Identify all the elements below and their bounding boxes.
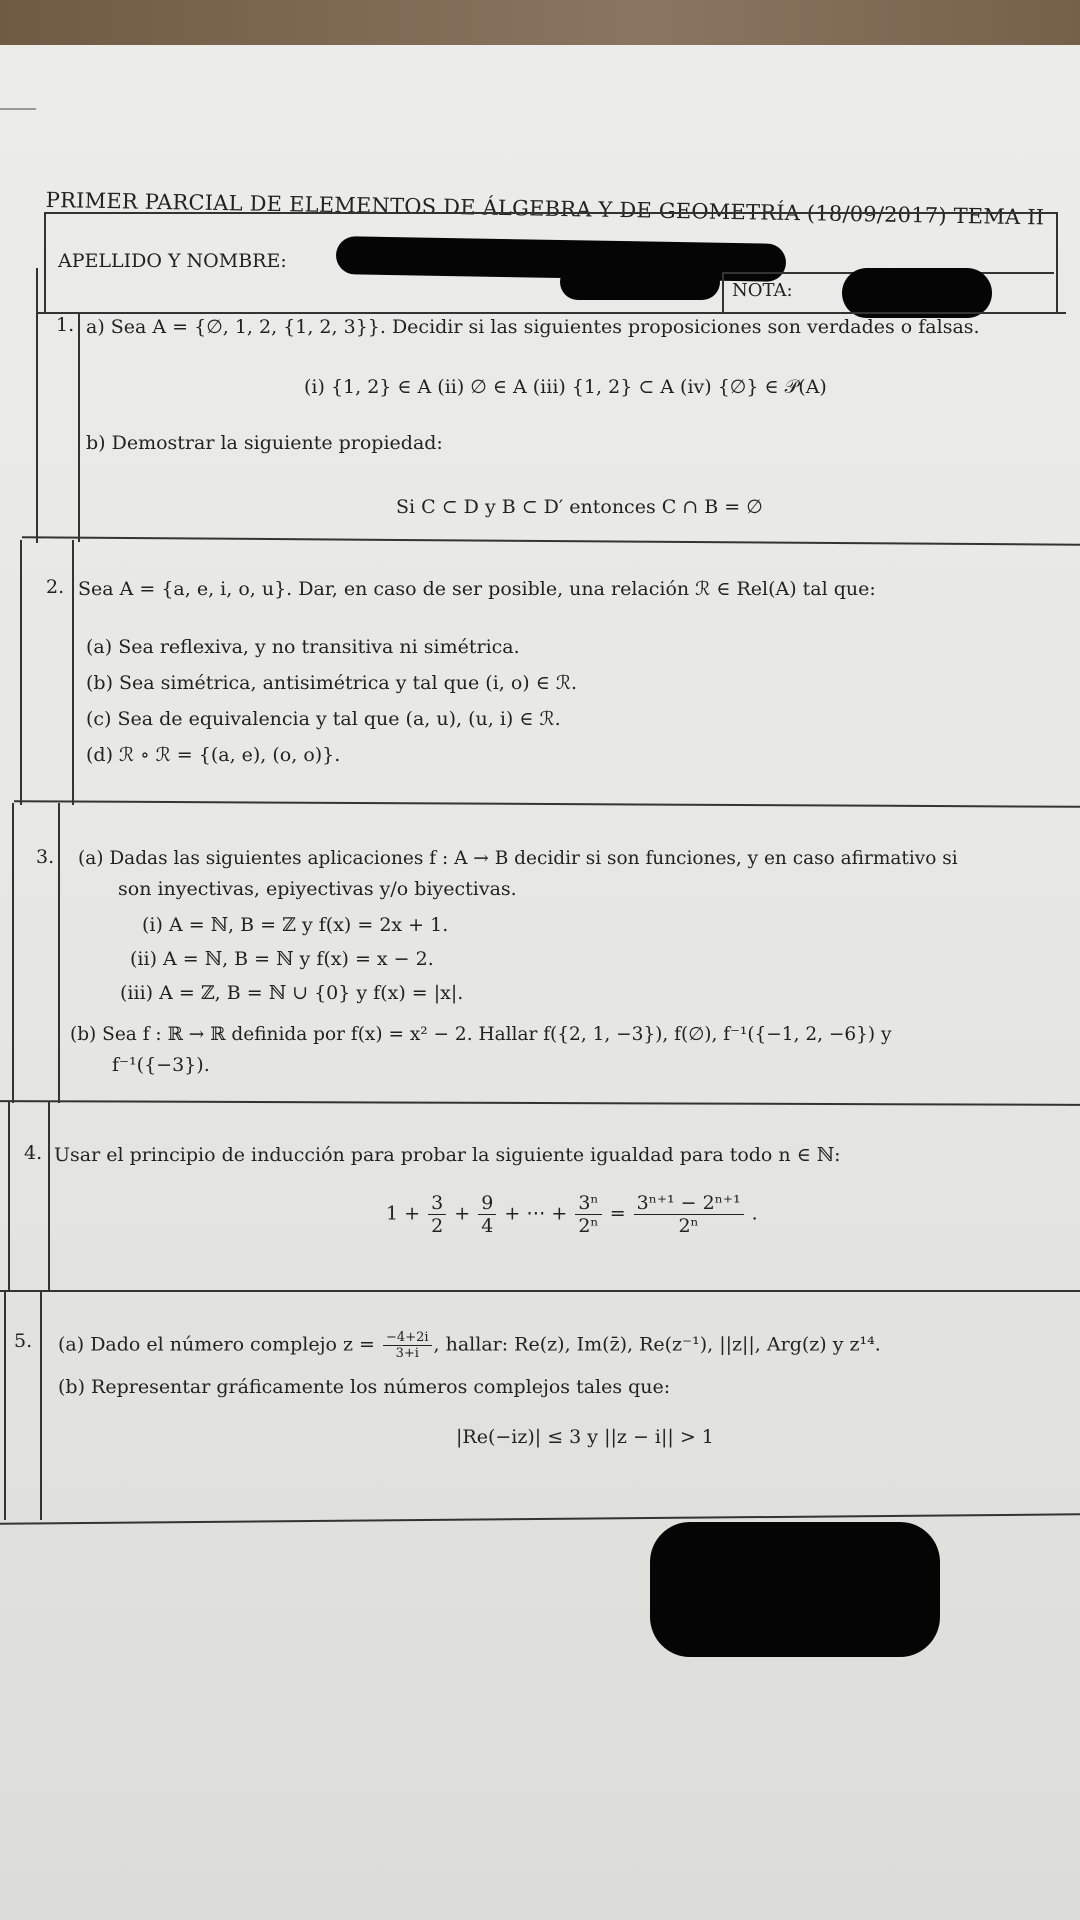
redacted-grade [842, 268, 992, 318]
column-left-4 [8, 1102, 10, 1292]
column-num-3 [58, 803, 60, 1103]
question-1a: a) Sea A = {∅, 1, 2, {1, 2, 3}}. Decidir si las siguientes proposiciones son verdades o falsas. [86, 316, 980, 338]
fraction-9-over-4: $\frac{9}{4}$ [478, 1192, 496, 1237]
induction-formula: 1 + $\frac{3}{2}$ + $\frac{9}{4}$ + ⋯ + $\frac{\text{3ⁿ}}{\text{2ⁿ}}$ = $\frac{\text{3ⁿ⁺¹ − 2ⁿ⁺¹}}{\text{2ⁿ}}$ . [386, 1192, 758, 1237]
column-left-2 [20, 540, 22, 805]
column-left-3 [12, 803, 14, 1103]
question-3a-line2: son inyectivas, epiyectivas y/o biyectivas. [118, 878, 517, 900]
redacted-signature [650, 1522, 940, 1657]
fraction-3n-over-2n: $\frac{\text{3ⁿ}}{\text{2ⁿ}}$ [575, 1192, 601, 1237]
question-5a: (a) Dado el número complejo z = $\frac{-4+2i}{3+i}$ , hallar: Re(z), Im(z̄), Re(z⁻¹), ||z||, Arg(z) y z¹⁴. [58, 1330, 881, 1361]
complex-fraction: $\frac{-4+2i}{3+i}$ [383, 1330, 432, 1361]
question-2-item-d: (d) ℛ ∘ ℛ = {(a, e), (o, o)}. [86, 744, 341, 766]
fraction-result: $\frac{\text{3ⁿ⁺¹ − 2ⁿ⁺¹}}{\text{2ⁿ}}$ [634, 1192, 744, 1237]
question-2-item-c: (c) Sea de equivalencia y tal que (a, u), (u, i) ∈ ℛ. [86, 708, 561, 730]
question-3b-line2: f⁻¹({−3}). [112, 1054, 210, 1076]
question-1-number: 1. [56, 314, 75, 336]
question-5b-condition: |Re(−iz)| ≤ 3 y ||z − i|| > 1 [456, 1426, 714, 1448]
question-2-item-a: (a) Sea reflexiva, y no transitiva ni simétrica. [86, 636, 520, 658]
column-left-1 [36, 268, 38, 543]
question-2-item-b: (b) Sea simétrica, antisimétrica y tal que (i, o) ∈ ℛ. [86, 672, 578, 694]
question-5b: (b) Representar gráficamente los números complejos tales que: [58, 1376, 671, 1398]
fraction-3-over-2: $\frac{3}{2}$ [428, 1192, 446, 1237]
question-4-text: Usar el principio de inducción para probar la siguiente igualdad para todo n ∈ ℕ: [54, 1144, 841, 1166]
question-4-number: 4. [24, 1142, 43, 1164]
formula-lhs-start: 1 + [386, 1202, 421, 1225]
row-divider-4 [0, 1290, 1080, 1292]
column-num-1 [78, 312, 80, 542]
question-2-intro: Sea A = {a, e, i, o, u}. Dar, en caso de ser posible, una relación ℛ ∈ Rel(A) tal que: [78, 578, 876, 600]
column-num-5 [40, 1290, 42, 1520]
question-1a-items: (i) {1, 2} ∈ A (ii) ∅ ∈ A (iii) {1, 2} ⊂ A (iv) {∅} ∈ 𝒫(A) [304, 376, 827, 398]
column-num-2 [72, 540, 74, 805]
question-3a-item-i: (i) A = ℕ, B = ℤ y f(x) = 2x + 1. [142, 914, 449, 936]
grade-label: NOTA: [732, 280, 793, 301]
redacted-name-tail [560, 264, 720, 300]
name-label: APELLIDO Y NOMBRE: [58, 250, 287, 272]
column-num-4 [48, 1102, 50, 1292]
exam-title: PRIMER PARCIAL DE ELEMENTOS DE ÁLGEBRA Y DE GEOMETRÍA (18/09/2017) TEMA II [45, 188, 1045, 230]
question-3a-line1: (a) Dadas las siguientes aplicaciones f : A → B decidir si son funciones, y en caso afirmativo si [78, 848, 958, 869]
formula-dots: + ⋯ + [504, 1202, 568, 1225]
question-3a-item-iii: (iii) A = ℤ, B = ℕ ∪ {0} y f(x) = |x|. [120, 982, 464, 1004]
question-3b-line1: (b) Sea f : ℝ → ℝ definida por f(x) = x² − 2. Hallar f({2, 1, −3}), f(∅), f⁻¹({−1, 2, −6}) y [70, 1024, 892, 1045]
question-1b: b) Demostrar la siguiente propiedad: [86, 432, 443, 454]
question-1b-statement: Si C ⊂ D y B ⊂ D′ entonces C ∩ B = ∅ [396, 496, 763, 518]
column-left-5 [4, 1290, 6, 1520]
question-3-number: 3. [36, 846, 55, 868]
question-2-number: 2. [46, 576, 65, 598]
pencil-mark [0, 108, 36, 110]
question-3a-item-ii: (ii) A = ℕ, B = ℕ y f(x) = x − 2. [130, 948, 434, 970]
question-5-number: 5. [14, 1330, 33, 1352]
